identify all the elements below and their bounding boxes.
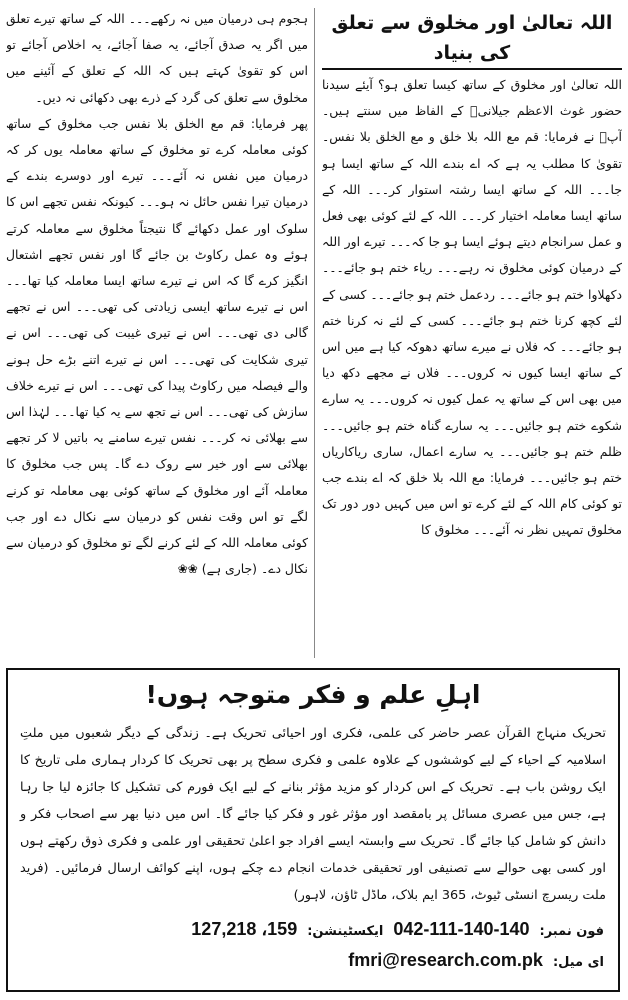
email-address: fmri@research.com.pk: [348, 950, 543, 970]
end-ornament-icon: ❀❀: [177, 562, 198, 577]
notice-title: اہلِ علم و فکر متوجہ ہوں!: [145, 680, 481, 709]
email-label: ای میل:: [552, 955, 604, 970]
contact-info: [22, 915, 604, 977]
phone-number: 042-111-140-140: [393, 919, 530, 939]
column-divider: [314, 8, 315, 658]
phone-label: فون نمبر:: [539, 924, 604, 939]
article-title: اللہ تعالیٰ اور مخلوق سے تعلق کی بنیاد: [322, 8, 622, 70]
article-left-column: [6, 6, 308, 666]
article-right-column: [322, 6, 622, 666]
notice-body: تحریک منہاج القرآن عصر حاضر کی علمی، فکری اور احیائی تحریک ہے۔ زندگی کے دیگر شعبوں میں ملتِ اسلامیہ کے احیاء کے لیے کوششوں کے علاوہ علمی و فکری سطح پر بھی تحریک کا کردار ہماری ملی تاریخ کا ایک روشن باب ہے۔ تحریک کے اس کردار کو مزید مؤثر بنانے کے لیے ایک فورم کی تشکیل کا جائزہ لیا جا رہا ہے، جس میں عصری مسائل پر بامقصد اور مؤثر غور و فکر کیا جائے گا۔ اس میں دنیا بھر سے اصحاب فکر و دانش کو شامل کیا جائے گا۔ تحریک سے وابستہ ایسے افراد جو اعلیٰ تحقیقی اور علمی و فکری ذوق رکھتے ہوں اور کسی بھی حوالے سے تصنیفی اور تحقیقی خدمات انجام دے چکے ہوں، اپنے کوائف ارسال فرمائیں۔ (فرید ملت ریسرچ انسٹی ٹیوٹ، 365 ایم بلاک، ماڈل ٹاؤن، لاہور): [20, 726, 606, 903]
email-row: [22, 946, 604, 977]
extension-numbers: 127,218 ،159: [191, 919, 298, 939]
notice-box: [6, 668, 620, 992]
phone-row: [22, 915, 604, 946]
continued-note: (جاری ہے): [201, 561, 257, 577]
extension-label: ایکسٹینشن:: [307, 924, 384, 939]
article-paragraph-text: پھر فرمایا: قم مع الخلق بلا نفس جب مخلوق کے ساتھ کوئی معاملہ کرے تو مخلوق کے ساتھ معاملہ یوں کر کہ درمیان میں نفس نہ آئے۔۔۔ تیرے اور دوسرے بندے کے درمیان تیرا نفس حائل نہ ہو۔۔۔ کیونکہ نفس تجھے اس کا سلوک اور عمل دکھائے گا نتیجتاً مخلوق سے معاملہ کرتے ہوئے وہ عمل رکاوٹ بن جائے گا اور نفس تجھے اشتعال انگیز کرے گا کہ اس نے تیرے ساتھ ایسا معاملہ کیا تھا۔۔۔ اس نے تیرے ساتھ ایسی زیادتی کی تھی۔۔۔ اس نے تجھے گالی دی تھی۔۔۔ اس نے تیری غیبت کی تھی۔۔۔ اس نے تیری شکایت کی تھی۔۔۔ اس نے تیرے اتنے بڑے حل ہونے والے فیصلہ میں رکاوٹ پیدا کی تھی۔۔۔ اس نے تیرے خلاف سازش کی تھی۔۔۔ اس نے تجھ سے یہ کیا تھا۔۔۔ لہٰذا اس سے بھلائی نہ کر۔۔۔ نفس تیرے سامنے یہ باتیں لا کر تجھے بھلائی سے اور خیر سے روک دے گا۔ پس جب مخلوق کا معاملہ آئے اور مخلوق کے ساتھ کوئی بھی معاملہ تو کرنے لگے تو اس وقت نفس کو درمیان سے نکال دے اور جب کوئی معاملہ اللہ کے لئے کرنے لگے تو مخلوق کو درمیان سے نکال دے۔: [6, 115, 308, 577]
article-paragraph: ہجوم ہی درمیان میں نہ رکھے۔۔۔ اللہ کے ساتھ تیرے تعلق میں اگر یہ صدق آجائے، یہ صفا آجائے، یہ اخلاص آجائے تو اس کو تقویٰ کہتے ہیں کہ اللہ کے تعلق کے آئینے میں مخلوق سے تعلق کی گرد کے ذرے بھی دکھائی نہ دیں۔: [6, 11, 308, 105]
article-paragraph: اللہ تعالیٰ اور مخلوق کے ساتھ کیسا تعلق ہو؟ آیئے سیدنا حضور غوث الاعظم جیلانیؓ کے الفاظ میں سنتے ہیں۔ آپؓ نے فرمایا: قم مع اللہ بلا خلق و مع الخلق بلا نفس۔ تقویٰ کا مطلب یہ ہے کہ اے بندے اللہ کے ساتھ ایسا ہو جا۔۔۔ اللہ کے ساتھ ایسا رشتہ استوار کر۔۔۔ اللہ کے ساتھ ایسا معاملہ اختیار کر۔۔۔ اللہ کے لئے کوئی بھی فعل و عمل سرانجام دیتے ہوئے ایسا ہو جا کہ۔۔۔ تیرے اور اللہ کے درمیان کوئی مخلوق نہ رہے۔۔۔ ریاء ختم ہو جائے۔۔۔ دکھلاوا ختم ہو جائے۔۔۔ ردعمل ختم ہو جائے۔۔۔ کسی کے لئے کچھ کرنا ختم ہو جائے۔۔۔ کسی کے لئے نہ کرنا ختم ہو جائے۔۔۔ کہ فلاں نے میرے ساتھ دھوکہ کیا ہے میں اس کے ساتھ ایسا کیوں نہ کروں۔۔۔ فلاں نے مجھے دکھ دیا میں بھی اس کے ساتھ یہ عمل کیوں نہ کروں۔۔۔ یہ سارے شکوے ختم ہو جائیں۔۔۔ یہ سارے گناہ ختم ہو جائیں۔۔۔ ظلم ختم ہو جائیں۔۔۔ یہ سارے اعمال، ساری ریاکاریاں ختم ہو جائیں۔۔۔ فرمایا: مع اللہ بلا خلق کہ اے بندے جب تو کوئی کام اللہ کے لئے کرے تو اس میں کہیں دور دور تک مخلوق تمہیں نظر نہ آئے۔۔۔ مخلوق کا: [322, 77, 622, 538]
article-paragraph: [6, 111, 308, 583]
